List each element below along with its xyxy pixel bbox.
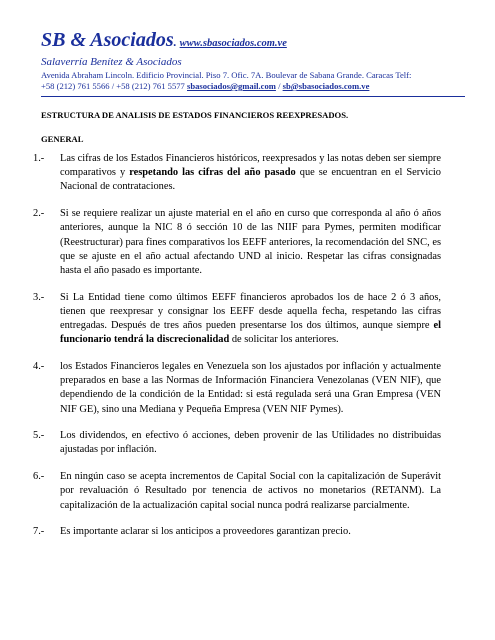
list-item <box>33 152 441 195</box>
email-link-gmail[interactable]: sbasociados@gmail.com <box>187 81 276 91</box>
emphasized-text: el funcionario tendrá la discrecionalidad <box>60 320 441 346</box>
text-fragment: En ningún caso se acepta incrementos de Capital Social con la capitalización de Superávit por revaluación ó Resultado por tenencia de activos no monetarios (RETANM). La capitalización de la actualización capital social nunca podrá realizarse parcialmente. <box>60 471 441 511</box>
text-fragment: Las cifras de los Estados Financieros históricos, reexpresados y las notas deben ser siempre comparativos y <box>60 153 441 179</box>
list-item-text <box>60 208 441 276</box>
company-website-link[interactable]: www.sbasociados.com.ve <box>179 38 287 49</box>
section-heading: GENERAL <box>41 134 84 144</box>
letterhead <box>41 30 461 92</box>
list-item <box>33 525 441 539</box>
text-fragment: que se encuentran en el Servicio Nacional de contrataciones. <box>60 167 441 193</box>
list-item <box>33 207 441 278</box>
email-link-company[interactable]: sb@sbasociados.com.ve <box>282 81 370 91</box>
list-item <box>33 360 441 417</box>
list-item-text <box>60 153 441 192</box>
list-item-text <box>60 430 441 455</box>
list-item <box>33 470 441 513</box>
company-name: SB & Asociados <box>41 29 174 51</box>
list-item-number: 7.- <box>33 526 45 538</box>
text-fragment: Si se requiere realizar un ajuste material en el año en curso que corresponda al año ó años anteriores, aunque la NIC 8 ó sección 10 de las NIIF para Pymes, permiten modificar (Reestructurar) para fines comparativos los EEFF anteriores, la recomendación del SNC, es que se ajuste en el año actual afectando UND al inicio. Respetar las cifras consignadas hasta el año pasado es importante. <box>60 208 441 276</box>
list-item <box>33 291 441 348</box>
text-fragment: Los dividendos, en efectivo ó acciones, deben provenir de las Utilidades no distribuidas ajustadas por inflación. <box>60 430 441 456</box>
text-fragment: los Estados Financieros legales en Venezuela son los ajustados por inflación y actualmente preparados en base a las Normas de Información Financiera Venezolanas (VEN NIF), que dependiendo de la condición de la Entidad: si está regulada será una Gran Empresa (VEN NIF GE), sino una Mediana y Pequeña Empresa (VEN NIF Pymes). <box>60 360 441 415</box>
text-fragment: de solicitar los anteriores. <box>229 334 339 346</box>
numbered-list <box>33 152 441 552</box>
list-item-text <box>60 361 441 415</box>
text-fragment: Es importante aclarar si los anticipos a proveedores garantizan precio. <box>60 526 351 538</box>
phone-numbers: +58 (212) 761 5566 / +58 (212) 761 5577 <box>41 81 185 91</box>
text-fragment: Si La Entidad tiene como últimos EEFF financieros aprobados los de hace 2 ó 3 años, tienen que reexpresar y consignar los EEFF desde aquella fecha, respetando las cifras entregadas. Después de tres años pueden presentarse los dos últimos, aunque siempre <box>60 291 441 332</box>
list-item-number: 3.- <box>33 291 45 303</box>
list-item-text <box>60 292 441 346</box>
company-subtitle: Salaverría Benítez & Asociados <box>41 56 182 68</box>
list-item-number: 6.- <box>33 471 45 483</box>
contact-line <box>41 81 461 92</box>
emphasized-text: respetando las cifras del año pasado <box>129 167 296 179</box>
list-item-number: 4.- <box>33 360 45 372</box>
brand-separator: . <box>173 35 177 49</box>
list-item-number: 2.- <box>33 208 45 220</box>
list-item-text <box>60 471 441 510</box>
list-item-number: 1.- <box>33 153 45 164</box>
list-item <box>33 429 441 457</box>
document-title: ESTRUCTURA DE ANALISIS DE ESTADOS FINANCIEROS REEXPRESADOS. <box>41 110 349 120</box>
list-item-number: 5.- <box>33 430 45 442</box>
email-separator: / <box>275 81 283 91</box>
list-item-text <box>60 526 351 537</box>
address-line: Avenida Abraham Lincoln. Edificio Provincial. Piso 7. Ofic. 7A. Boulevar de Sabana Grande. Caracas Telf: <box>41 70 412 80</box>
brand-line <box>41 30 461 54</box>
company-address <box>41 70 461 92</box>
header-divider <box>41 96 465 97</box>
